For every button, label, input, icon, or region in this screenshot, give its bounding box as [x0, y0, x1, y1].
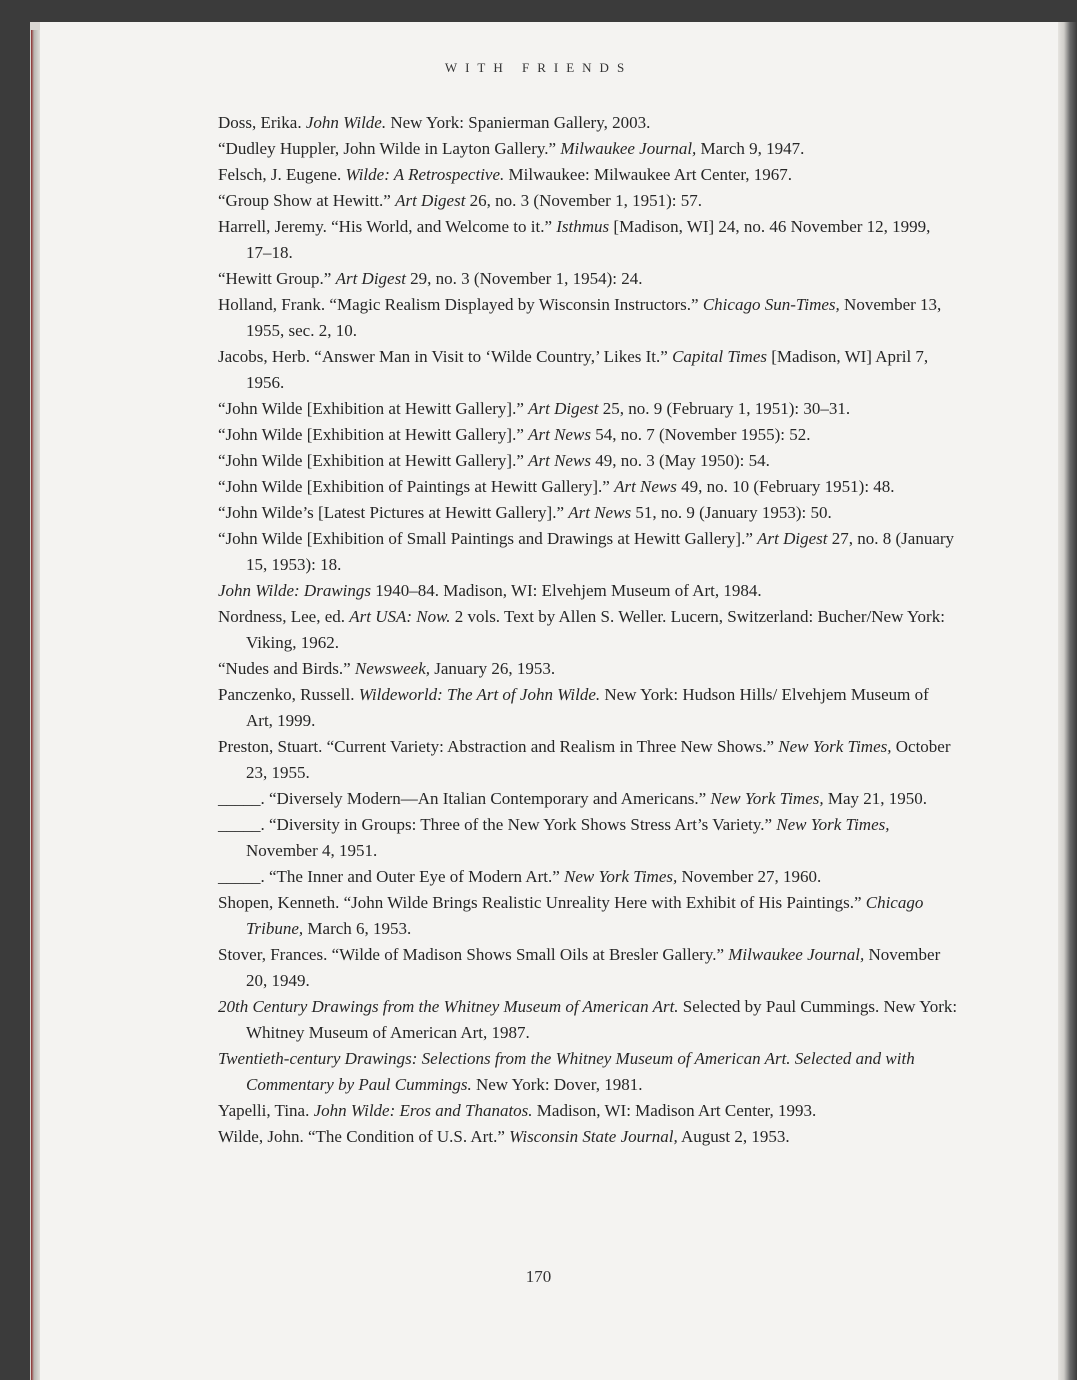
entry-title-italic: New York Times, [776, 815, 890, 834]
bibliography-entry [218, 162, 958, 188]
entry-text: “John Wilde’s [Latest Pictures at Hewitt Gallery].” [218, 503, 569, 522]
entry-title-italic: Twentieth-century Drawings: Selections from the Whitney Museum of American Art. Selected and with Commentary by Paul Cummings. [218, 1049, 915, 1094]
entry-title-italic: 20th Century Drawings from the Whitney Museum of American Art. [218, 997, 679, 1016]
entry-text: 51, no. 9 (January 1953): 50. [631, 503, 832, 522]
entry-title-italic: Chicago Tribune, [246, 893, 924, 938]
entry-title-italic: Art Digest [395, 191, 466, 210]
entry-title-italic: Capital Times [672, 347, 767, 366]
entry-text: 54, no. 7 (November 1955): 52. [590, 425, 811, 444]
entry-text: January 26, 1953. [430, 659, 556, 678]
entry-text: “John Wilde [Exhibition of Paintings at Hewitt Gallery].” [218, 477, 615, 496]
bibliography-entry [218, 448, 958, 474]
entry-text: 49, no. 3 (May 1950): 54. [590, 451, 770, 470]
entry-text: Jacobs, Herb. “Answer Man in Visit to ‘Wilde Country,’ Likes It.” [218, 347, 673, 366]
entry-title-italic: New York Times, [710, 789, 824, 808]
entry-title-italic: Art News [528, 451, 591, 470]
bibliography-entry [218, 1098, 958, 1124]
entry-text: “Group Show at Hewitt.” [218, 191, 396, 210]
entry-text: Wilde, John. “The Condition of U.S. Art.” [218, 1127, 510, 1146]
entry-title-italic: John Wilde. [305, 113, 387, 132]
entry-text: May 21, 1950. [823, 789, 928, 808]
entry-title-italic: New York Times, [564, 867, 678, 886]
entry-text: 1940–84. Madison, WI: Elvehjem Museum of Art, 1984. [371, 581, 762, 600]
entry-text: Preston, Stuart. “Current Variety: Abstraction and Realism in Three New Shows.” [218, 737, 779, 756]
running-head: WITH FRIENDS [444, 60, 633, 75]
entry-text: March 9, 1947. [696, 139, 805, 158]
entry-title-italic: New York Times, [778, 737, 892, 756]
entry-title-italic: Art News [568, 503, 632, 522]
entry-text: “John Wilde [Exhibition at Hewitt Gallery].” [218, 399, 529, 418]
bibliography-entry [218, 656, 958, 682]
entry-text: March 6, 1953. [303, 919, 412, 938]
entry-title-italic: Art Digest [757, 529, 828, 548]
bibliography-entry [218, 578, 958, 604]
entry-text: October 23, 1955. [246, 737, 951, 782]
entry-text: Felsch, J. Eugene. [218, 165, 346, 184]
entry-text: 27, no. 8 (January 15, 1953): 18. [246, 529, 955, 574]
entry-text: New York: Dover, 1981. [471, 1075, 643, 1094]
entry-text: Panczenko, Russell. [218, 685, 359, 704]
entry-text: Doss, Erika. [218, 113, 306, 132]
bibliography-entry [218, 682, 958, 734]
bibliography-entry [218, 942, 958, 994]
entry-text: “Nudes and Birds.” [218, 659, 355, 678]
entry-text: Selected by Paul Cummings. New York: Whitney Museum of American Art, 1987. [246, 997, 958, 1042]
entry-text: “John Wilde [Exhibition of Small Paintings and Drawings at Hewitt Gallery].” [218, 529, 758, 548]
bibliography-entry [218, 604, 958, 656]
bibliography-entry [218, 1124, 958, 1150]
entry-text: 25, no. 9 (February 1, 1951): 30–31. [598, 399, 851, 418]
bibliography-entry [218, 786, 958, 812]
entry-title-italic: John Wilde: Drawings [218, 581, 371, 600]
entry-text: 26, no. 3 (November 1, 1951): 57. [465, 191, 702, 210]
entry-title-italic: Milwaukee Journal, [728, 945, 865, 964]
bibliography-entry [218, 526, 958, 578]
entry-text: Milwaukee: Milwaukee Art Center, 1967. [504, 165, 793, 184]
entry-text: _____. “Diversity in Groups: Three of the New York Shows Stress Art’s Variety.” [218, 815, 777, 834]
entry-text: [Madison, WI] 24, no. 46 November 12, 1999, 17–18. [246, 217, 931, 262]
entry-text: Madison, WI: Madison Art Center, 1993. [532, 1101, 817, 1120]
entry-text: New York: Hudson Hills/ Elvehjem Museum of Art, 1999. [246, 685, 929, 730]
bibliography-entry [218, 188, 958, 214]
entry-text: “John Wilde [Exhibition at Hewitt Gallery].” [218, 451, 529, 470]
bibliography-entry [218, 812, 958, 864]
entry-title-italic: Wilde: A Retrospective. [345, 165, 505, 184]
bibliography-entry [218, 136, 958, 162]
bibliography-entry [218, 110, 958, 136]
bibliography-entry [218, 864, 958, 890]
entry-title-italic: Art News [614, 477, 677, 496]
bibliography-entry [218, 1046, 958, 1098]
entry-title-italic: Art USA: Now. [349, 607, 451, 626]
entry-title-italic: Art Digest [335, 269, 406, 288]
bibliography-list [218, 110, 958, 1150]
entry-text: Harrell, Jeremy. “His World, and Welcome to it.” [218, 217, 557, 236]
bibliography-entry [218, 396, 958, 422]
bibliography-entry [218, 994, 958, 1046]
bibliography-entry [218, 422, 958, 448]
bibliography-entry [218, 474, 958, 500]
entry-text: November 13, 1955, sec. 2, 10. [246, 295, 942, 340]
entry-text: New York: Spanierman Gallery, 2003. [386, 113, 651, 132]
bibliography-entry [218, 500, 958, 526]
entry-text: 29, no. 3 (November 1, 1954): 24. [405, 269, 643, 288]
entry-title-italic: John Wilde: Eros and Thanatos. [313, 1101, 533, 1120]
bibliography-entry [218, 344, 958, 396]
entry-text: Yapelli, Tina. [218, 1101, 314, 1120]
entry-title-italic: Wisconsin State Journal, [509, 1127, 678, 1146]
bibliography-entry [218, 734, 958, 786]
entry-text: November 27, 1960. [677, 867, 822, 886]
entry-text: 49, no. 10 (February 1951): 48. [676, 477, 895, 496]
entry-text: “Dudley Huppler, John Wilde in Layton Gallery.” [218, 139, 561, 158]
entry-title-italic: Milwaukee Journal, [560, 139, 697, 158]
entry-text: “John Wilde [Exhibition at Hewitt Gallery].” [218, 425, 529, 444]
entry-text: “Hewitt Group.” [218, 269, 336, 288]
entry-text: _____. “The Inner and Outer Eye of Modern Art.” [218, 867, 565, 886]
bibliography-entry [218, 214, 958, 266]
entry-title-italic: Wildeworld: The Art of John Wilde. [358, 685, 601, 704]
entry-title-italic: Newsweek, [354, 659, 430, 678]
entry-title-italic: Art News [528, 425, 591, 444]
entry-text: 2 vols. Text by Allen S. Weller. Lucern, Switzerland: Bucher/New York: Viking, 1962. [246, 607, 945, 652]
bibliography-entry [218, 890, 958, 942]
entry-text: _____. “Diversely Modern—An Italian Contemporary and Americans.” [218, 789, 711, 808]
entry-text: November 4, 1951. [246, 841, 378, 860]
entry-title-italic: Isthmus [556, 217, 610, 236]
entry-text: August 2, 1953. [677, 1127, 790, 1146]
entry-text: [Madison, WI] April 7, 1956. [246, 347, 929, 392]
page-edge-right [1058, 22, 1077, 1380]
entry-title-italic: Chicago Sun-Times, [702, 295, 840, 314]
bibliography-entry [218, 266, 958, 292]
entry-text: November 20, 1949. [246, 945, 941, 990]
entry-text: Stover, Frances. “Wilde of Madison Shows Small Oils at Bresler Gallery.” [218, 945, 729, 964]
entry-text: Shopen, Kenneth. “John Wilde Brings Realistic Unreality Here with Exhibit of His Paintings.” [218, 893, 866, 912]
entry-text: Nordness, Lee, ed. [218, 607, 350, 626]
bibliography-entry [218, 292, 958, 344]
entry-title-italic: Art Digest [528, 399, 599, 418]
page-number: 170 [525, 1267, 552, 1286]
entry-text: Holland, Frank. “Magic Realism Displayed by Wisconsin Instructors.” [218, 295, 703, 314]
